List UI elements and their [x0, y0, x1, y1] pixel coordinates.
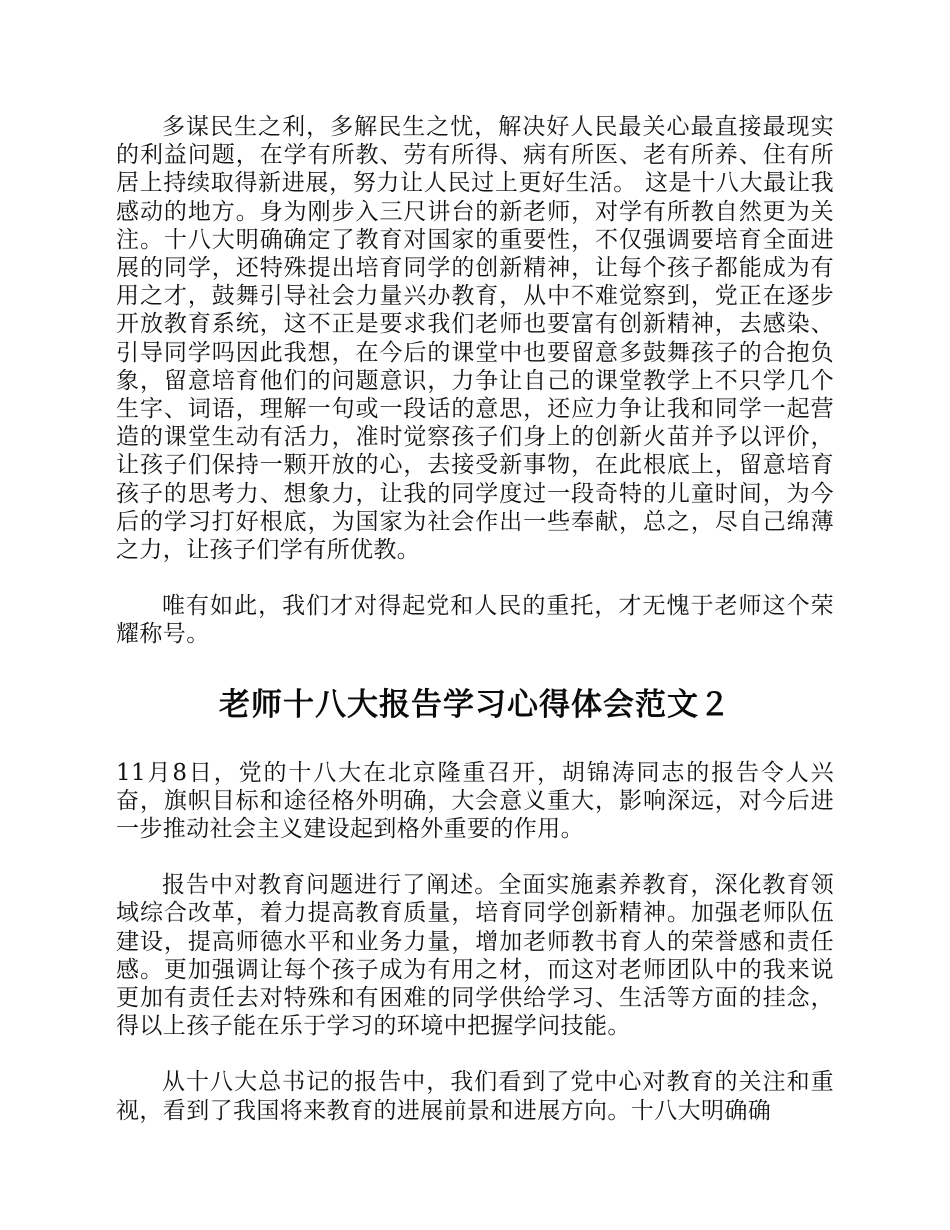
body-paragraph: 唯有如此，我们才对得起党和人民的重托，才无愧于老师这个荣耀称号。	[116, 593, 834, 648]
body-paragraph: 从十八大总书记的报告中，我们看到了党中心对教育的关注和重视，看到了我国将来教育的进展前景和进展方向。十八大明确确	[116, 1069, 834, 1124]
section-heading: 老师十八大报告学习心得体会范文２	[219, 686, 731, 723]
document-page	[116, 113, 834, 1125]
body-paragraph: 11月8日，党的十八大在北京隆重召开，胡锦涛同志的报告令人兴奋，旗帜目标和途径格外明确，大会意义重大，影响深远，对今后进一步推动社会主义建设起到格外重要的作用。	[116, 759, 834, 843]
body-paragraph: 报告中对教育问题进行了阐述。全面实施素养教育，深化教育领域综合改革，着力提高教育质量，培育同学创新精神。加强老师队伍建设，提高师德水平和业务力量，增加老师教书育人的荣誉感和责任感。更加强调让每个孩子成为有用之材，而这对老师团队中的我来说更加有责任去对特殊和有困难的同学供给学习、生活等方面的挂念，得以上孩子能在乐于学习的环境中把握学问技能。	[116, 872, 834, 1040]
body-paragraph: 多谋民生之利，多解民生之忧，解决好人民最关心最直接最现实的利益问题，在学有所教、劳有所得、病有所医、老有所养、住有所居上持续取得新进展，努力让人民过上更好生活。 这是十八大最让我感动的地方。身为刚步入三尺讲台的新老师，对学有所教自然更为关注。十八大明确确定了教育对国家的重要性，不仅强调要培育全面进展的同学，还特殊提出培育同学的创新精神，让每个孩子都能成为有用之才，鼓舞引导社会力量兴办教育，从中不难觉察到，党正在逐步开放教育系统，这不正是要求我们老师也要富有创新精神，去感染、引导同学吗因此我想，在今后的课堂中也要留意多鼓舞孩子的合抱负象，留意培育他们的问题意识，力争让自己的课堂教学上不只学几个生字、词语，理解一句或一段话的意思，还应力争让我和同学一起营造的课堂生动有活力，准时觉察孩子们身上的创新火苗并予以评价，让孩子们保持一颗开放的心，去接受新事物，在此根底上，留意培育孩子的思考力、想象力，让我的同学度过一段奇特的儿童时间，为今后的学习打好根底，为国家为社会作出一些奉献，总之，尽自己绵薄之力，让孩子们学有所优教。	[116, 114, 834, 564]
